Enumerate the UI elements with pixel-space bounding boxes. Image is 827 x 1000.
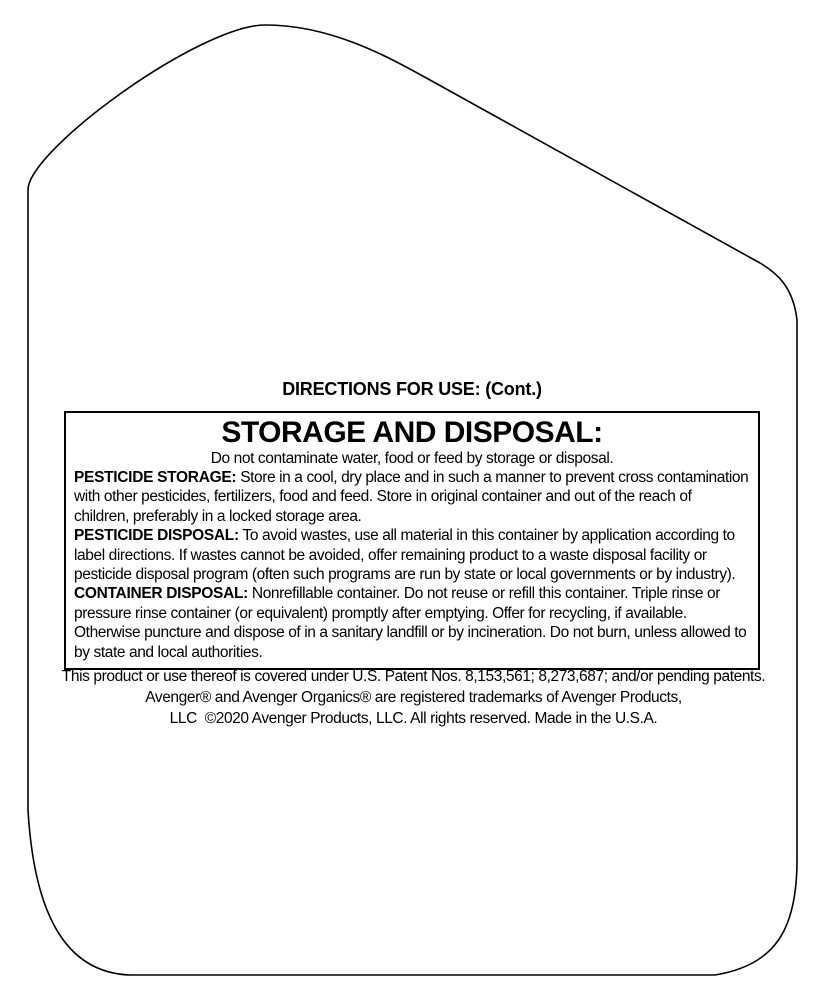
pesticide-disposal-section [74, 526, 750, 584]
directions-heading: DIRECTIONS FOR USE: (Cont.) [282, 379, 542, 399]
trademark-line: Avenger® and Avenger Organics® are registered trademarks of Avenger Products, [145, 689, 682, 706]
pesticide-storage-label: PESTICIDE STORAGE: [74, 469, 237, 486]
pesticide-storage-text: Store in a cool, dry place and in such a manner to prevent cross contamination with other pesticides, fertilizers, food and feed. Store in original container and out of the reach of children, preferably in a locked storage area. [74, 469, 749, 525]
container-disposal-section [74, 584, 750, 662]
container-disposal-label: CONTAINER DISPOSAL: [74, 585, 248, 603]
storage-disposal-box [64, 411, 760, 670]
patent-line: This product or use thereof is covered under U.S. Patent Nos. 8,153,561; 8,273,687; and/or pending patents. [61, 668, 766, 685]
container-disposal-text: Nonrefillable container. Do not reuse or refill this container. Triple rinse or pressure rinse container (or equivalent) promptly after emptying. Offer for recycling, if available. Otherwise puncture and dispose of in a sanitary landfill or by incineration. Do not burn, unless allowed to by state and local authorities. [74, 585, 747, 661]
storage-disposal-title: STORAGE AND DISPOSAL: [221, 416, 603, 449]
pesticide-disposal-text: To avoid wastes, use all material in this container by application according to label directions. If wastes cannot be avoided, offer remaining product to a waste disposal facility or pesticide disposal program (often such programs are run by state or local governments or by industry). [74, 527, 736, 584]
pesticide-disposal-label: PESTICIDE DISPOSAL: [74, 527, 239, 545]
legal-footer [40, 666, 787, 729]
storage-disposal-intro: Do not contaminate water, food or feed by storage or disposal. [210, 450, 614, 467]
pesticide-storage-section [74, 468, 750, 526]
copyright-line: LLC ©2020 Avenger Products, LLC. All rights reserved. Made in the U.S.A. [169, 710, 658, 727]
